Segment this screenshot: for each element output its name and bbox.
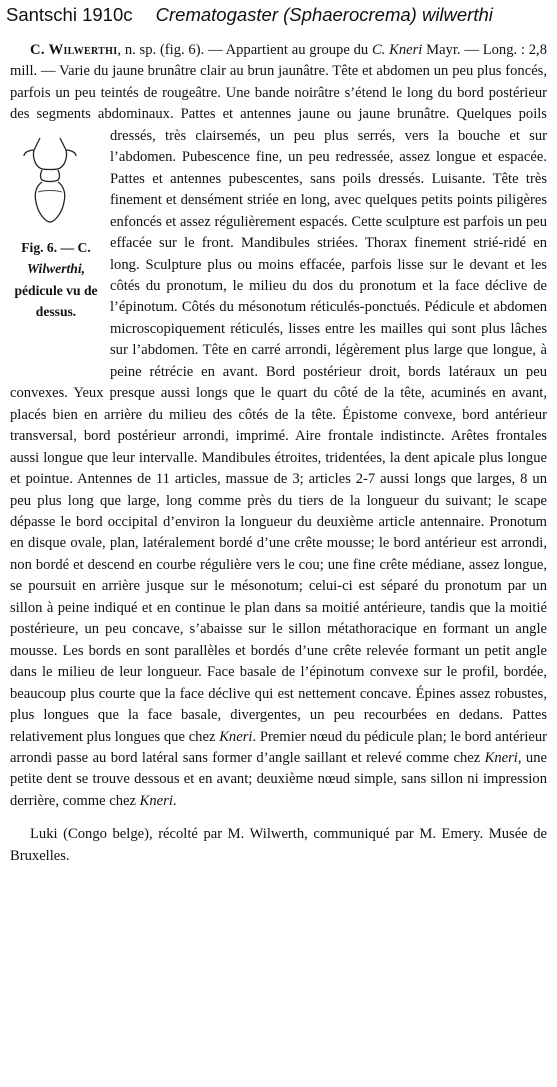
pedicel-drawing-icon: [20, 134, 80, 234]
kneri-ref-3: Kneri: [139, 792, 173, 809]
intro-text-b-part: Mayr. — Long. : 2,8 mill. — Varie du jaune brunâtre clair au brun jaunâtre. Tête et abdomen un peu plus foncés, parfois un peu teintés de rougeâtre. Une bande noirâtre s’étend le long du bord postérieur des segments abdominaux. Pattes et antennes jaune ou jaune brunâtre. Quelques poils dressés, très clairsemés, un peu plus serrés,: [10, 42, 548, 144]
species-name: C. Wilwerthi: [30, 42, 118, 58]
kneri-ref-1: Kneri: [219, 728, 253, 745]
description-body: [10, 40, 547, 867]
description-paragraph: [10, 40, 547, 812]
page-header: [6, 4, 551, 32]
kneri-ref-2: Kneri: [484, 749, 518, 766]
intro-text-b: vers la bouche et sur l’abdomen. Pubescence fine, un peu redressée, assez longue et espacée. Pattes et antennes pubescentes, sans poils dressés. Luisante. Tête très finement et densément striée en long, avec quelques petits points piligères enfoncés et assez régulièrement espacés. Cette sculpture est parfois un peu effacée sur le front. Mandibules striées. Thorax finement strié-ridé en long. Sculpture plus ou moins effacée, parfois lisse sur le devant et les côtés du pronotum, le milieu du dos du pronotum et la face déclive de l’épinotum. Côtés du mésonotum réticulés-ponctués. Pédicule et abdomen microscopiquement réticulés, lisses entre les mailles qui sont plus lâches sur l’abdomen. Tête en carré arrondi, légèrement plus large que longue, à peine rétrécie en avant. Bord postérieur droit, bords latéraux un peu convexes. Yeux presque aussi longs que le quart du côté de la tête, acuminés en avant, placés bien en arrière du milieu des côtés de la tête. Épistome convexe, bord antérieur transversal, bord postérieur arrondi, imprimé. Aire frontale indistincte. Arêtes frontales aussi longue que leur intervalle. Mandibules étroites, tridentées, la dent apicale plus longue et pointue. Antennes de 11 articles, massue de 3; articles 2-7 aussi longs que larges, 8 un peu plus long que large, long comme près du tiers de la longueur du suivant; le scape dépasse le bord occipital d’environ la longueur du deuxième article antennaire. Pronotum en disque ovale, plan, latéralement bordé d’une crête mousse; le bord antérieur est arrondi, non bordé et descend en courbe régulière vers le cou; une fine crête médiane, assez longue, se poursuit en arrière jusque sur le mésonotum; celui-ci est séparé du pronotum par un sillon à peine indiqué et en continue le plan dans sa moitié antérieure, tandis que la moitié postérieure, un peu concave, s’abaisse sur le sillon métathoracique en formant un angle mousse. Les bords en sont parallèles et bordés d’une crête relevée formant un petit angle dans le milieu de leur longueur. Face basale de l’épinotum convexe sur le profil, bordée, beaucoup plus courte que la face déclive qui est nettement concave. Épines assez robustes, plus longues que la face basale, divergentes, un peu recourbées en dedans. Pattes relativement plus longues que chez: [10, 127, 548, 745]
figure-caption: [10, 237, 102, 323]
mid-text: . Premier nœud du pédicule plan; le bord antérieur arrondi passe au bord latéral sans former d’angle saillant et relevé comme chez: [10, 728, 548, 766]
intro-text-a: , n. sp. (fig. 6). — Appartient au groupe du: [117, 42, 372, 58]
caption-label: Fig. 6. — C.: [21, 239, 91, 255]
caption-rest: pédicule vu de dessus.: [14, 282, 98, 320]
tail-text: , une petite dent se trouve dessous et en avant; deuxième nœud simple, sans sillon ni impression derrière, comme chez: [10, 749, 547, 809]
figure-6: [10, 128, 102, 365]
reference-citation: Santschi 1910c: [6, 4, 133, 25]
locality-paragraph: Luki (Congo belge), récolté par M. Wilwerth, communiqué par M. Emery. Musée de Bruxelles.: [10, 826, 547, 864]
reference-taxon: C. Kneri: [371, 42, 423, 58]
end-text: .: [172, 792, 177, 809]
taxon-name: Crematogaster (Sphaerocrema) wilwerthi: [155, 4, 493, 25]
caption-species: Wilwerthi,: [26, 261, 86, 277]
